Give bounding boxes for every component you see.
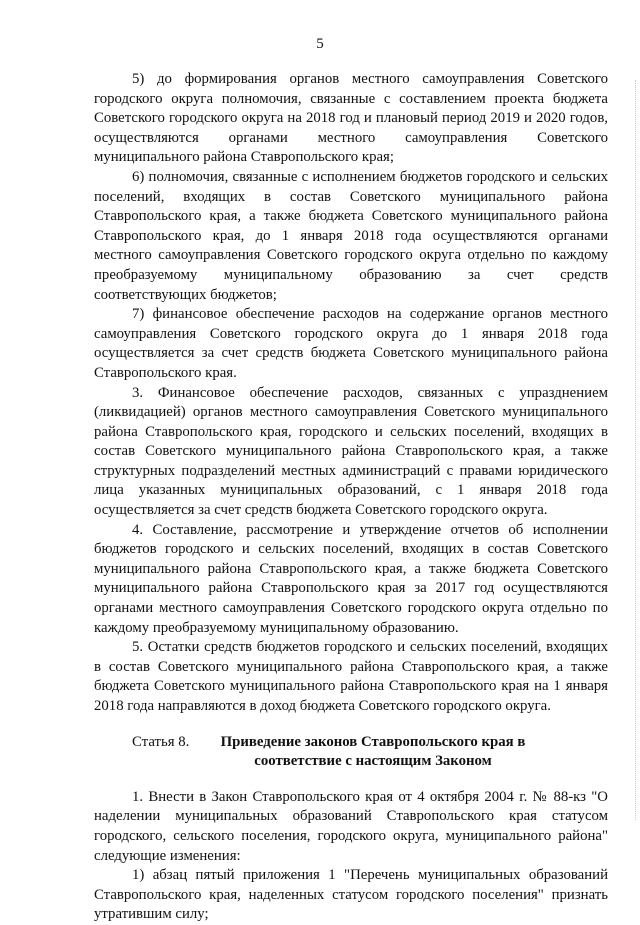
paragraph-item-7: 7) финансовое обеспечение расходов на содержание органов местного самоуправления Советского городского округа до 1 января 2018 года осуществляется за счет средств бюджета Советского муниципального района Ставропольского края.: [94, 306, 608, 381]
paragraph-part-4: 4. Составление, рассмотрение и утверждение отчетов об исполнении бюджетов городского и сельских поселений, входящих в состав Советского муниципального района Ставропольского края, а также бюджета Советского муниципального района Ставропольского края за 2017 год осуществляются органами местного самоуправления Советского городского округа отдельно по каждому преобразуемому муниципальному образованию.: [94, 521, 608, 636]
article-label: Статья 8.: [132, 733, 194, 750]
paragraph-part-5: 5. Остатки средств бюджетов городского и сельских поселений, входящих в состав Советского муниципального района Ставропольского края, а также бюджета Советского муниципального района Ставропольского края на 1 января 2018 года направляются в доход бюджета Советского городского округа.: [94, 639, 608, 714]
page-number: 5: [316, 36, 324, 52]
scan-edge-mark: [633, 80, 636, 820]
document-body: [94, 70, 608, 925]
paragraph-amendment-1: 1. Внести в Закон Ставропольского края от 4 октября 2004 г. № 88-кз "О наделении муниципальных образований Ставропольского края статусом городского, сельского поселения, городского округа, муниципального района" следующие изменения:: [94, 788, 608, 864]
article-heading: [132, 733, 608, 772]
paragraph-part-3: 3. Финансовое обеспечение расходов, связанных с упразднением (ликвидацией) органов местного самоуправления Советского муниципального района Ставропольского края, городского и сельских поселений, входящих в состав Советского муниципального района Ставропольского края, а также структурных подразделений местных администраций с правами юридического лица указанных муниципальных образований, с 1 января 2018 года осуществляется за счет средств бюджета Советского городского округа.: [94, 384, 608, 519]
article-title: Приведение законов Ставропольского края в соответствие с настоящим Законом: [220, 733, 526, 770]
paragraph-item-5: 5) до формирования органов местного самоуправления Советского городского округа полномочия, связанные с составлением проекта бюджета Советского городского округа на 2018 год и плановый период 2019 и 2020 годов, осуществляются органами местного самоуправления Советского муниципального района Ставропольского края;: [94, 71, 608, 166]
paragraph-item-6: 6) полномочия, связанные с исполнением бюджетов городского и сельских поселений, входящих в состав Советского муниципального района Ставропольского края, а также бюджета Советского муниципального района Ставропольского края, до 1 января 2018 года осуществляются органами местного самоуправления Советского городского округа отдельно по каждому преобразуемому муниципальному образованию за счет средств соответствующих бюджетов;: [94, 168, 608, 303]
paragraph-amendment-1-1: 1) абзац пятый приложения 1 "Перечень муниципальных образований Ставропольского края, наделенных статусом городского поселения" признать утратившим силу;: [94, 867, 608, 923]
